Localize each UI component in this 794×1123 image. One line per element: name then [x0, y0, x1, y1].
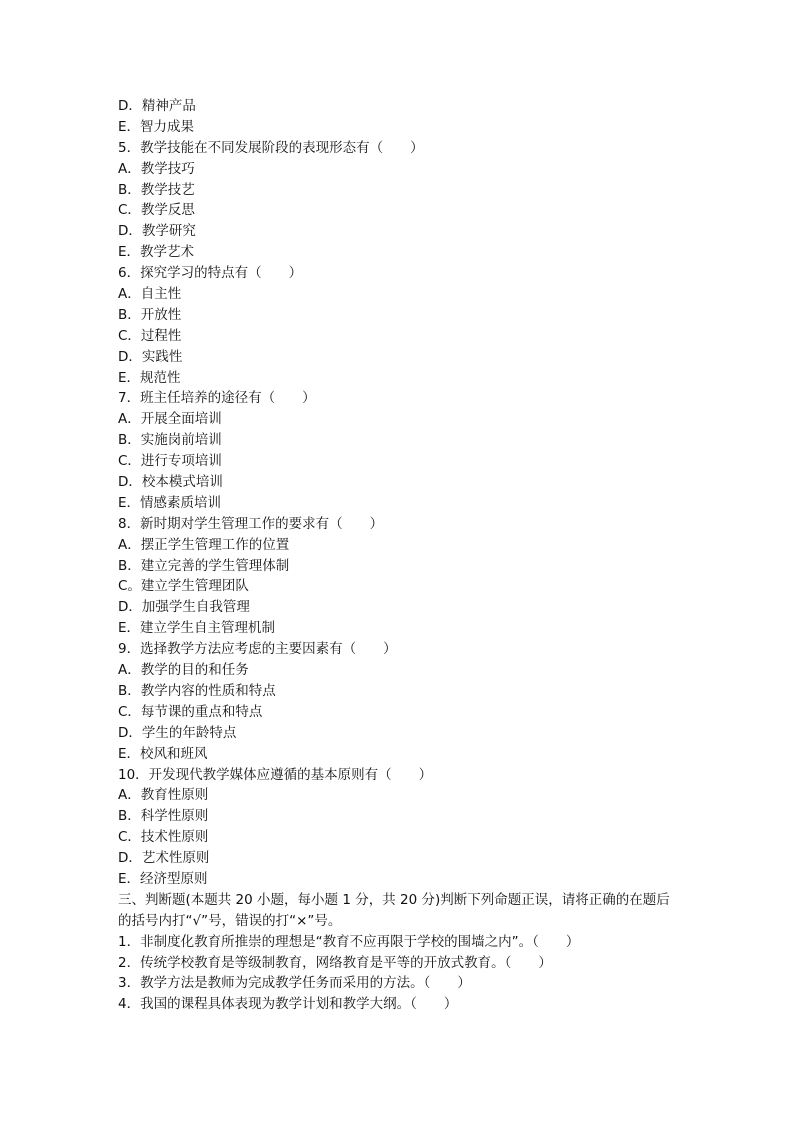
judgement-4: 4．我国的课程具体表现为教学计划和教学大纲。（ ） — [118, 996, 458, 1013]
question-6: 6．探究学习的特点有（ ） — [118, 265, 303, 282]
option-7e: E．情感素质培训 — [118, 494, 222, 511]
option-6b: B．开放性 — [118, 306, 182, 323]
option-10e: E．经济型原则 — [118, 870, 208, 887]
option-10b: B．科学性原则 — [118, 808, 209, 825]
option-10a: A．教育性原则 — [118, 787, 209, 804]
option-7d: D．校本模式培训 — [118, 474, 223, 491]
option-5a: A．教学技巧 — [118, 160, 195, 177]
option-6e: E．规范性 — [118, 369, 181, 386]
option-5b: B．教学技艺 — [118, 181, 195, 198]
option-7a: A．开展全面培训 — [118, 411, 222, 428]
option-8c: C。建立学生管理团队 — [118, 578, 249, 595]
option-6c: C．过程性 — [118, 327, 182, 344]
option-10c: C．技术性原则 — [118, 829, 209, 846]
option-9d: D．学生的年龄特点 — [118, 724, 237, 741]
option-7b: B．实施岗前培训 — [118, 432, 222, 449]
option-5e: E．教学艺术 — [118, 244, 195, 261]
section-3-heading: 三、判断题(本题共 20 小题，每小题 1 分，共 20 分)判断下列命题正误，请将正确的在题后的括号内打“√”号，错误的打“×”号。 — [118, 891, 670, 929]
question-8: 8．新时期对学生管理工作的要求有（ ） — [118, 515, 384, 532]
judgement-2: 2．传统学校教育是等级制教育，网络教育是平等的开放式教育。（ ） — [118, 954, 552, 971]
option-8a: A．摆正学生管理工作的位置 — [118, 536, 290, 553]
option-6a: A．自主性 — [118, 286, 182, 303]
judgement-3: 3．教学方法是教师为完成教学任务而采用的方法。（ ） — [118, 975, 471, 992]
option-9c: C．每节课的重点和特点 — [118, 703, 263, 720]
document-page — [118, 96, 678, 1015]
judgement-1: 1．非制度化教育所推崇的理想是“教育不应再限于学校的围墙之内”。（ ） — [118, 933, 580, 950]
option-4e: E．智力成果 — [118, 118, 195, 135]
option-8b: B．建立完善的学生管理体制 — [118, 557, 290, 574]
option-6d: D．实践性 — [118, 348, 183, 365]
option-7c: C．进行专项培训 — [118, 453, 222, 470]
question-7: 7．班主任培养的途径有（ ） — [118, 390, 316, 407]
option-9e: E．校风和班风 — [118, 745, 208, 762]
option-5c: C．教学反思 — [118, 202, 195, 219]
option-8d: D．加强学生自我管理 — [118, 599, 250, 616]
option-4d: D．精神产品 — [118, 98, 196, 114]
option-9b: B．教学内容的性质和特点 — [118, 682, 276, 699]
question-10: 10．开发现代教学媒体应遵循的基本原则有（ ） — [118, 766, 433, 783]
option-8e: E．建立学生自主管理机制 — [118, 620, 276, 637]
question-5: 5．教学技能在不同发展阶段的表现形态有（ ） — [118, 139, 424, 156]
option-5d: D．教学研究 — [118, 223, 196, 240]
question-9: 9．选择教学方法应考虑的主要因素有（ ） — [118, 641, 397, 658]
option-9a: A．教学的目的和任务 — [118, 662, 249, 679]
option-10d: D．艺术性原则 — [118, 850, 210, 867]
